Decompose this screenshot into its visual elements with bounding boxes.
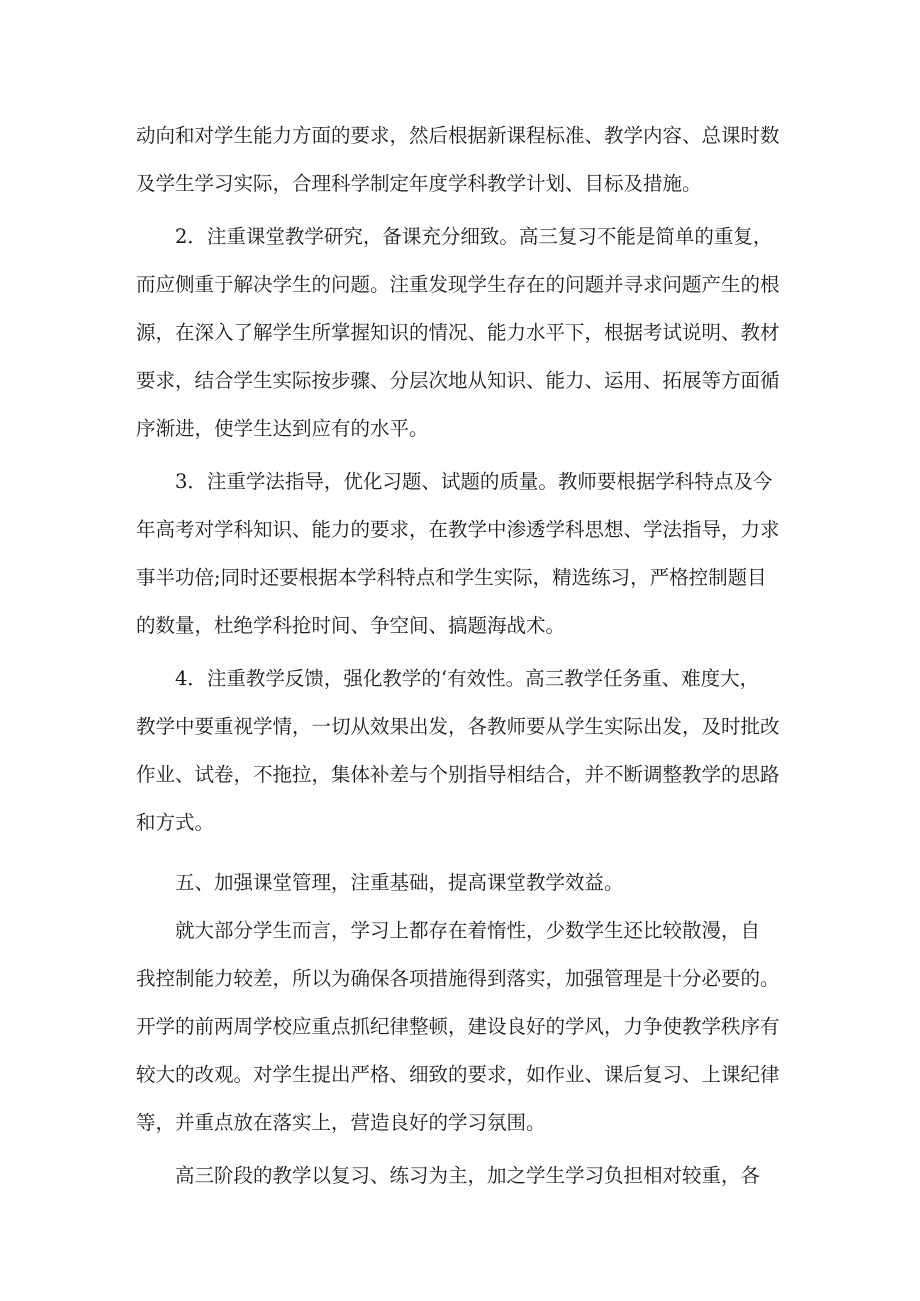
paragraph-3-start: 3．注重学法指导，优化习题、试题的质量。教师要根据学科特点及今 xyxy=(175,470,773,493)
text-line: 等，并重点放在落实上，营造良好的学习氛围。 xyxy=(136,1111,546,1134)
text-line: 我控制能力较差，所以为确保各项措施得到落实，加强管理是十分必要的。 xyxy=(136,967,780,990)
text-line: 作业、试卷，不拖拉，集体补差与个别指导相结合，并不断调整教学的思路 xyxy=(136,763,780,786)
text-line: 和方式。 xyxy=(136,811,215,834)
text-line: 事半功倍;同时还要根据本学科特点和学生实际，精选练习，严格控制题目 xyxy=(136,566,767,589)
paragraph-2-start: 2．注重课堂教学研究，备课充分细致。高三复习不能是简单的重复， xyxy=(175,225,773,248)
text-line: 而应侧重于解决学生的问题。注重发现学生存在的问题并寻求问题产生的根 xyxy=(136,273,780,296)
paragraph-4-start: 4．注重教学反馈，强化教学的‘有效性。高三教学任务重、难度大， xyxy=(175,667,760,690)
text-line: 的数量，杜绝学科抢时间、争空间、搞题海战术。 xyxy=(136,614,566,637)
text-line: 教学中要重视学情，一切从效果出发，各教师要从学生实际出发，及时批改 xyxy=(136,715,780,738)
paragraph-6-start: 高三阶段的教学以复习、练习为主，加之学生学习负担相对较重，各 xyxy=(175,1164,761,1187)
text-line: 序渐进，使学生达到应有的水平。 xyxy=(136,417,429,440)
section-heading-5: 五、加强课堂管理，注重基础，提高课堂教学效益。 xyxy=(175,871,624,894)
text-line: 及学生学习实际，合理科学制定年度学科教学计划、目标及措施。 xyxy=(136,172,702,195)
paragraph-5-start: 就大部分学生而言，学习上都存在着惰性，少数学生还比较散漫，自 xyxy=(175,919,761,942)
document-body xyxy=(136,112,796,1200)
text-line: 动向和对学生能力方面的要求，然后根据新课程标准、教学内容、总课时数 xyxy=(136,124,780,147)
text-line: 源，在深入了解学生所掌握知识的情况、能力水平下，根据考试说明、教材 xyxy=(136,321,780,344)
text-line: 较大的改观。对学生提出严格、细致的要求，如作业、课后复习、上课纪律 xyxy=(136,1063,780,1086)
text-line: 开学的前两周学校应重点抓纪律整顿，建设良好的学风，力争使教学秩序有 xyxy=(136,1015,780,1038)
text-line: 要求，结合学生实际按步骤、分层次地从知识、能力、运用、拓展等方面循 xyxy=(136,369,780,392)
text-line: 年高考对学科知识、能力的要求，在教学中渗透学科思想、学法指导，力求 xyxy=(136,518,780,541)
